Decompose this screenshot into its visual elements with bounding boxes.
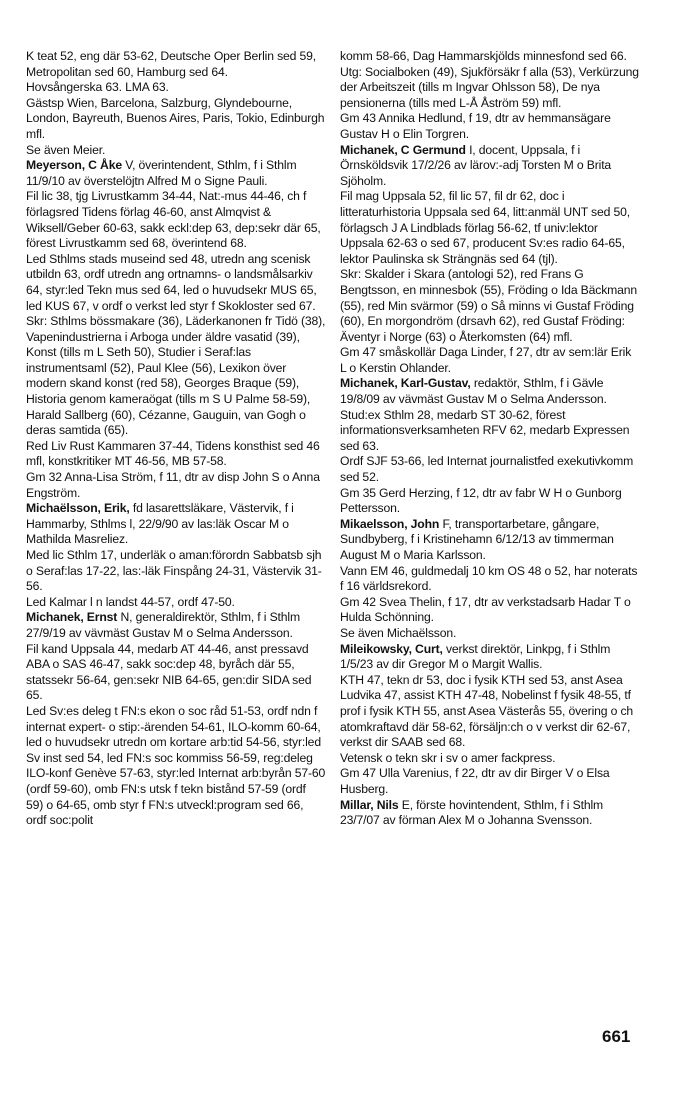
entry-name: Millar, Nils bbox=[340, 797, 399, 812]
entry-text: Fil lic 38, tjg Livrustkamm 34-44, Nat:-mus 44-46, ch f förlagsred Tidens förlag 46-60, anst Almqvist & Wiksell/Geber 60-63, sakk eckl:dep 63, dep:sekr där 65, förest Livrustkamm sed 68, överintend 68. bbox=[26, 189, 321, 251]
entry-paragraph bbox=[340, 111, 640, 142]
right-column bbox=[340, 49, 640, 829]
entry-paragraph bbox=[340, 267, 640, 345]
entry-paragraph bbox=[340, 766, 640, 797]
entry-text: Gästsp Wien, Barcelona, Salzburg, Glyndebourne, London, Bayreuth, Buenos Aires, Paris, Tokio, Edinburgh mfl. bbox=[26, 95, 325, 141]
entry-name: Michanek, Ernst bbox=[26, 610, 118, 625]
entry-name: Mikaelsson, John bbox=[340, 516, 440, 531]
left-column bbox=[26, 49, 326, 829]
entry-paragraph bbox=[26, 595, 326, 611]
entry-text: Led Kalmar l n landst 44-57, ordf 47-50. bbox=[26, 594, 235, 609]
entry-text: Gm 43 Annika Hedlund, f 19, dtr av hemmansägare Gustav H o Elin Torgren. bbox=[340, 111, 611, 141]
entry-paragraph bbox=[26, 704, 326, 829]
entry-paragraph bbox=[340, 673, 640, 751]
entry-text: I, docent, Uppsala, f i Örnsköldsvik 17/2/26 av lärov:-adj Torsten M o Brita Sjöholm. bbox=[340, 142, 612, 188]
entry-heading-paragraph bbox=[340, 642, 640, 673]
entry-heading-paragraph bbox=[340, 376, 640, 407]
entry-paragraph bbox=[26, 49, 326, 80]
entry-text: Se även Michaëlsson. bbox=[340, 625, 457, 640]
page-number: 661 bbox=[602, 1027, 631, 1046]
entry-paragraph bbox=[340, 751, 640, 767]
entry-text: Med lic Sthlm 17, underläk o aman:förordn Sabbatsb sjh o Seraf:las 17-22, las:-läk Finspång 24-31, Västervik 31-56. bbox=[26, 548, 322, 594]
entry-heading-paragraph bbox=[340, 517, 640, 564]
entry-heading-paragraph bbox=[26, 158, 326, 189]
entry-heading-paragraph bbox=[340, 143, 640, 190]
entry-text: Gm 42 Svea Thelin, f 17, dtr av verkstadsarb Hadar T o Hulda Schönning. bbox=[340, 594, 631, 625]
entry-name: Michaëlsson, Erik, bbox=[26, 501, 130, 516]
entry-text: Vann EM 46, guldmedalj 10 km OS 48 o 52, har noterats f 16 världsrekord. bbox=[340, 563, 638, 594]
entry-name: Michanek, C Germund bbox=[340, 142, 466, 157]
entry-paragraph bbox=[340, 486, 640, 517]
entry-text: E, förste hovintendent, Sthlm, f i Sthlm 23/7/07 av förman Alex M o Johanna Svensson. bbox=[340, 797, 604, 828]
entry-text: Gm 47 småskollär Daga Linder, f 27, dtr av sem:lär Erik L o Kerstin Ohlander. bbox=[340, 345, 632, 375]
entry-text: redaktör, Sthlm, f i Gävle 19/8/09 av vävmäst Gustav M o Selma Andersson. bbox=[340, 376, 607, 407]
entry-paragraph bbox=[340, 564, 640, 595]
entry-paragraph bbox=[340, 626, 640, 642]
entry-text: verkst direktör, Linkpg, f i Sthlm 1/5/23 av dir Gregor M o Margit Wallis. bbox=[340, 641, 611, 672]
entry-paragraph bbox=[26, 548, 326, 595]
entry-text: Gm 32 Anna-Lisa Ström, f 11, dtr av disp John S o Anna Engström. bbox=[26, 470, 320, 500]
entry-text: Hovsångerska 63. LMA 63. bbox=[26, 80, 169, 95]
entry-paragraph bbox=[26, 314, 326, 439]
entry-heading-paragraph bbox=[26, 610, 326, 641]
entry-paragraph bbox=[26, 642, 326, 704]
entry-text: Skr: Sthlms bössmakare (36), Läderkanonen fr Tidö (38), Vapenindustrierna i Arboga under äldre vasatid (39), Konst (tills m L Seth 50), Studier i Seraf:las instrumentsaml (52), Paul Klee (56), Lexikon över modern skand konst (red 58), Georges Braque (59), Historia genom kameraögat (tills m S U Palme 58-59), Harald Sallberg (60), Cézanne, Gauguin, van Gogh o deras samtida (65). bbox=[26, 314, 326, 438]
entry-paragraph bbox=[340, 189, 640, 267]
entry-paragraph bbox=[26, 470, 326, 501]
entry-text: komm 58-66, Dag Hammarskjölds minnesfond sed 66. bbox=[340, 49, 627, 63]
entry-text: Red Liv Rust Kammaren 37-44, Tidens konsthist sed 46 mfl, konstkritiker MT 46-56, MB 57-58. bbox=[26, 438, 320, 469]
entry-text: Fil mag Uppsala 52, fil lic 57, fil dr 62, doc i litteraturhistoria Uppsala sed 64, litt:anmäl UNT sed 50, förlagsch J A Lindblads förlag 56-62, tf univ:lektor Uppsala 62-63 o sed 67, producent Sv:es radio 64-65, lektor Paulinska sk Strängnäs sed 64 (tjl). bbox=[340, 189, 630, 266]
entry-text: Fil kand Uppsala 44, medarb AT 44-46, anst pressavd ABA o SAS 46-47, sakk soc:dep 48, byråch där 55, statssekr 56-64, gen:sekr NIB 64-65, gen:dir SIDA sed 65. bbox=[26, 641, 312, 703]
entry-text: Gm 35 Gerd Herzing, f 12, dtr av fabr W H o Gunborg Pettersson. bbox=[340, 485, 622, 516]
entry-text: Skr: Skalder i Skara (antologi 52), red Frans G Bengtsson, en minnesbok (55), Fröding o Ida Bäckmann (55), red Min svärmor (59) o Så minns vi Gustaf Fröding (60), En morgondröm (drsavh 62), red Gustaf Fröding: Äventyr i Norge (63) o Återkomsten (64) mfl. bbox=[340, 267, 638, 344]
entry-text: Led Sthlms stads museind sed 48, utredn ang scenisk utbildn 63, ordf utredn ang ortnamns- o landsmålsarkiv 64, styr:led Tekn mus sed 64, led o huvudsekr MUS 65, led KUS 67, v ordf o verkst led styr f Skokloster sed 67. bbox=[26, 251, 317, 313]
entry-text: fd lasarettsläkare, Västervik, f i Hammarby, Sthlms l, 22/9/90 av las:läk Oscar M o Mathilda Masreliez. bbox=[26, 501, 294, 547]
entry-paragraph bbox=[26, 80, 326, 96]
entry-text: KTH 47, tekn dr 53, doc i fysik KTH sed 53, anst Asea Ludvika 47, assist KTH 47-48, Nobelinst f fysik 48-55, tf prof i fysik KTH 55, anst Asea Västerås 55, övering o ch atomkraftavd där 58-62, försäljn:ch o v verkst dir 62-67, verkst dir SAAB sed 68. bbox=[340, 672, 634, 750]
entry-paragraph bbox=[26, 96, 326, 143]
entry-text: K teat 52, eng där 53-62, Deutsche Oper Berlin sed 59, Metropolitan sed 60, Hamburg sed 64. bbox=[26, 49, 317, 79]
entry-name: Meyerson, C Åke bbox=[26, 158, 122, 173]
entry-text: N, generaldirektör, Sthlm, f i Sthlm 27/9/19 av vävmäst Gustav M o Selma Andersson. bbox=[26, 610, 300, 640]
entry-name: Michanek, Karl-Gustav, bbox=[340, 376, 471, 391]
entry-text: Vetensk o tekn skr i sv o amer fackpress. bbox=[340, 750, 556, 765]
entry-heading-paragraph bbox=[26, 501, 326, 548]
entry-text: Led Sv:es deleg t FN:s ekon o soc råd 51-53, ordf ndn f internat expert- o stip:-ärenden 54-61, ILO-komm 60-64, led o huvudsekr utredn om kortare arb:tid 54-56, styr:led Sv inst sed 54, led FN:s soc kommiss 56-59, reg:deleg ILO-konf Genève 57-63, styr:led Internat arb:byrån 57-60 (ordf 59-60), omb FN:s utsk f tekn bistånd 57-59 (ordf 59) o 64-65, omb styr f FN:s utveckl:program sed 66, ordf soc:polit bbox=[26, 703, 326, 828]
entry-text: V, överintendent, Sthlm, f i Sthlm 11/9/10 av överstelöjtn Alfred M o Signe Pauli. bbox=[26, 158, 297, 188]
entry-paragraph bbox=[26, 189, 326, 251]
entry-paragraph bbox=[26, 252, 326, 314]
entry-paragraph bbox=[340, 65, 640, 112]
entry-text: Se även Meier. bbox=[26, 142, 106, 157]
entry-paragraph bbox=[340, 408, 640, 455]
entry-paragraph bbox=[340, 345, 640, 376]
entry-paragraph bbox=[340, 595, 640, 626]
entry-text: Ordf SJF 53-66, led Internat journalistfed exekutivkomm sed 52. bbox=[340, 454, 634, 485]
entry-paragraph bbox=[340, 454, 640, 485]
entry-paragraph bbox=[26, 143, 326, 159]
entry-text: Utg: Socialboken (49), Sjukförsäkr f alla (53), Verkürzung der Arbeitszeit (tills m Ingvar Ohlsson 58), De nya pensionerna (tills med L-Å Åström 59) mfl. bbox=[340, 64, 639, 110]
entry-text: Gm 47 Ulla Varenius, f 22, dtr av dir Birger V o Elsa Husberg. bbox=[340, 766, 610, 796]
entry-text: Stud:ex Sthlm 28, medarb ST 30-62, förest informationsverksamheten RFV 62, medarb Expressen sed 63. bbox=[340, 407, 630, 453]
entry-text: F, transportarbetare, gångare, Sundbyberg, f i Kristinehamn 6/12/13 av timmerman August M o Maria Karlsson. bbox=[340, 516, 614, 562]
entry-paragraph bbox=[340, 49, 640, 65]
entry-heading-paragraph bbox=[340, 798, 640, 829]
entry-paragraph bbox=[26, 439, 326, 470]
entry-name: Mileikowsky, Curt, bbox=[340, 641, 443, 656]
